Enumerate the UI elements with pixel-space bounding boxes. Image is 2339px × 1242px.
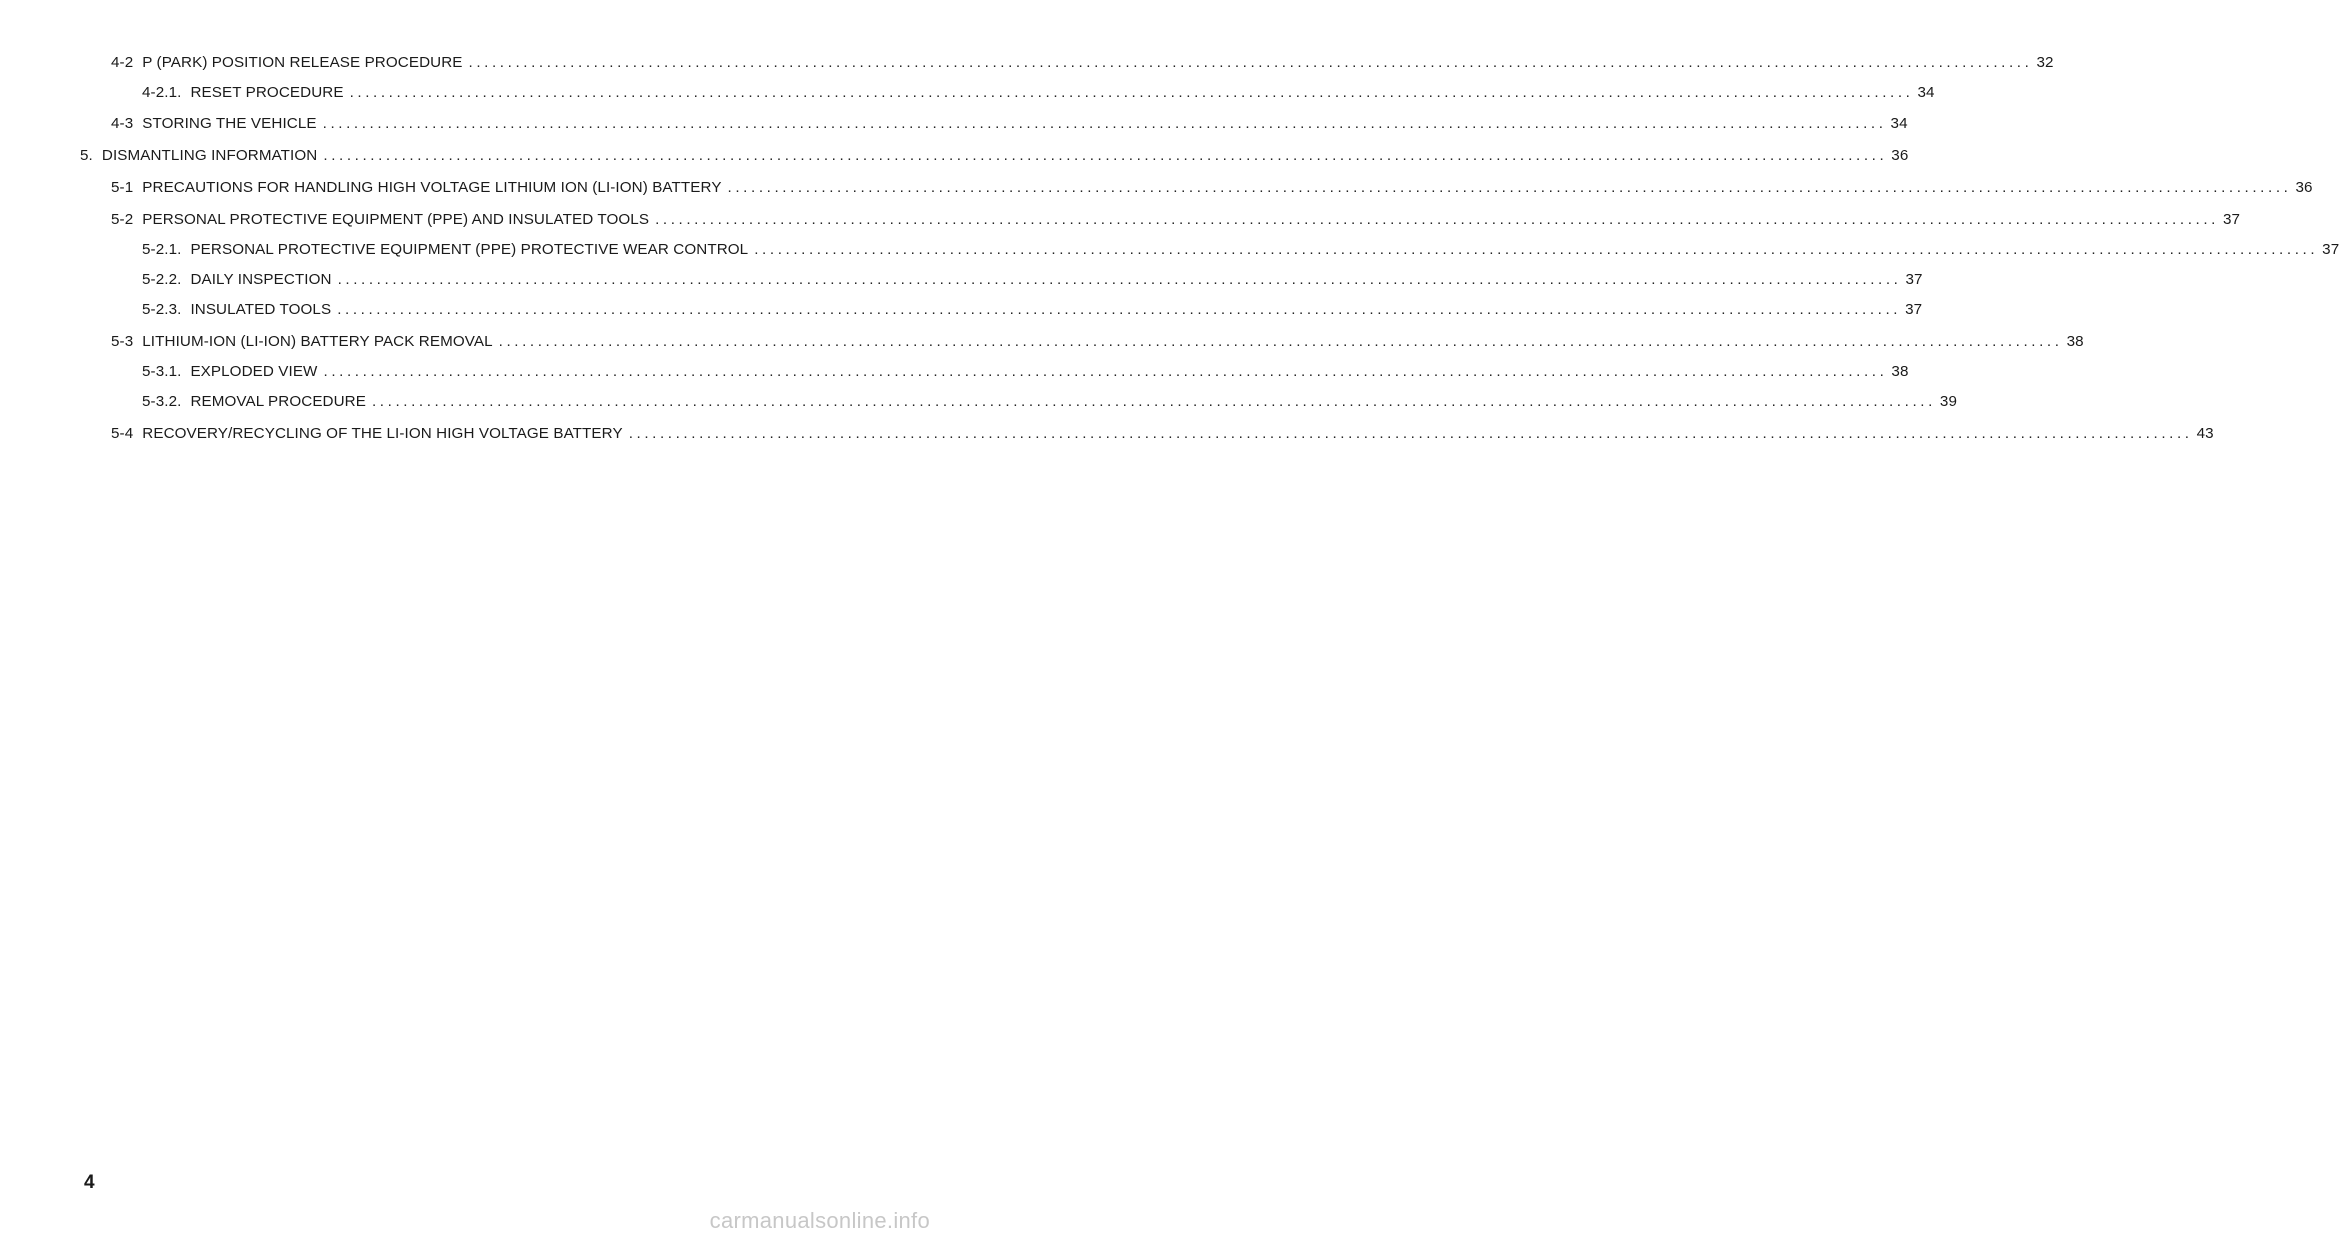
toc-entry-page: 37 [2222, 211, 2241, 228]
page-number: 4 [84, 1172, 95, 1193]
toc-entry-page: 36 [1891, 147, 1909, 164]
toc-entry-page: 38 [1891, 363, 1909, 380]
toc-entry-title: RECOVERY/RECYCLING OF THE LI-ION HIGH VOLTAGE BATTERY [142, 425, 623, 442]
toc-dot-leader: ........................................................................................................................................................................................................ [349, 84, 1914, 101]
toc-entry[interactable] [142, 239, 2339, 261]
toc-entry-page: 39 [1939, 393, 1957, 410]
toc-entry-page: 37 [1905, 271, 1923, 288]
toc-entry-page: 34 [1917, 84, 1935, 101]
toc-entry[interactable] [142, 82, 1935, 104]
toc-entry-title: LITHIUM-ION (LI-ION) BATTERY PACK REMOVAL [142, 333, 493, 350]
toc-dot-leader: ........................................................................................................................................................................................................ [498, 333, 2063, 350]
toc-entry[interactable] [142, 391, 1957, 413]
toc-entry[interactable] [142, 269, 1923, 291]
toc-entry[interactable] [111, 423, 2214, 445]
toc-entry-number: 5-2.2. [142, 271, 182, 288]
toc-entry[interactable] [111, 177, 2313, 199]
toc-entry-title: PERSONAL PROTECTIVE EQUIPMENT (PPE) PROTECTIVE WEAR CONTROL [190, 241, 749, 258]
toc-dot-leader: ........................................................................................................................................................................................................ [727, 179, 2292, 196]
toc-entry-number: 4-2.1. [142, 84, 182, 101]
toc-dot-leader: ........................................................................................................................................................................................................ [468, 54, 2033, 71]
toc-entry-title: INSULATED TOOLS [190, 301, 332, 318]
toc-entry[interactable] [111, 52, 2054, 74]
toc-entry[interactable] [80, 145, 1909, 167]
toc-entry-title: STORING THE VEHICLE [142, 115, 317, 132]
toc-entry[interactable] [142, 361, 1909, 383]
toc-entry-number: 4-2 [111, 54, 134, 71]
toc-dot-leader: ........................................................................................................................................................................................................ [371, 393, 1936, 410]
toc-entry-title: PERSONAL PROTECTIVE EQUIPMENT (PPE) AND INSULATED TOOLS [142, 211, 650, 228]
toc-dot-leader: ........................................................................................................................................................................................................ [754, 241, 2319, 258]
toc-dot-leader: ........................................................................................................................................................................................................ [323, 363, 1888, 380]
toc-entry-title: PRECAUTIONS FOR HANDLING HIGH VOLTAGE LITHIUM ION (LI-ION) BATTERY [142, 179, 722, 196]
watermark: carmanualsonline.info [709, 1208, 930, 1233]
toc-entry-number: 5-2 [111, 211, 134, 228]
toc-entry-title: DAILY INSPECTION [190, 271, 332, 288]
toc-entry-title: EXPLODED VIEW [190, 363, 318, 380]
toc-entry-number: 5-4 [111, 425, 134, 442]
toc-dot-leader: ........................................................................................................................................................................................................ [655, 211, 2219, 228]
toc-dot-leader: ........................................................................................................................................................................................................ [628, 425, 2193, 442]
toc-entry-page: 36 [2295, 179, 2313, 196]
toc-entry-number: 5-2.3. [142, 301, 182, 318]
toc-entry[interactable] [142, 299, 1923, 321]
toc-entry-number: 5-3.2. [142, 393, 182, 410]
toc-entry-page: 32 [2036, 54, 2054, 71]
toc-entry-number: 5-1 [111, 179, 134, 196]
toc-entry-page: 37 [1905, 301, 1923, 318]
toc-entry-number: 5-3.1. [142, 363, 182, 380]
toc-entry[interactable] [111, 113, 1908, 135]
toc-entry-title: P (PARK) POSITION RELEASE PROCEDURE [142, 54, 463, 71]
toc-entry[interactable] [111, 331, 2084, 353]
toc-entry-title: DISMANTLING INFORMATION [101, 147, 318, 164]
toc-dot-leader: ........................................................................................................................................................................................................ [337, 301, 1902, 318]
toc-entry-number: 5-2.1. [142, 241, 182, 258]
toc-entry-title: RESET PROCEDURE [190, 84, 344, 101]
toc-dot-leader: ........................................................................................................................................................................................................ [323, 147, 1888, 164]
toc-entry-number: 5. [80, 147, 93, 164]
toc-entry-page: 34 [1890, 115, 1908, 132]
toc-dot-leader: ........................................................................................................................................................................................................ [322, 115, 1887, 132]
toc-entry-title: REMOVAL PROCEDURE [190, 393, 366, 410]
toc-entry-page: 43 [2196, 425, 2214, 442]
toc-entry-number: 5-3 [111, 333, 134, 350]
toc-dot-leader: ........................................................................................................................................................................................................ [337, 271, 1902, 288]
toc-entry-page: 37 [2322, 241, 2339, 258]
toc-entry-page: 38 [2066, 333, 2084, 350]
toc-entry-number: 4-3 [111, 115, 134, 132]
toc-entry[interactable] [111, 209, 2241, 231]
